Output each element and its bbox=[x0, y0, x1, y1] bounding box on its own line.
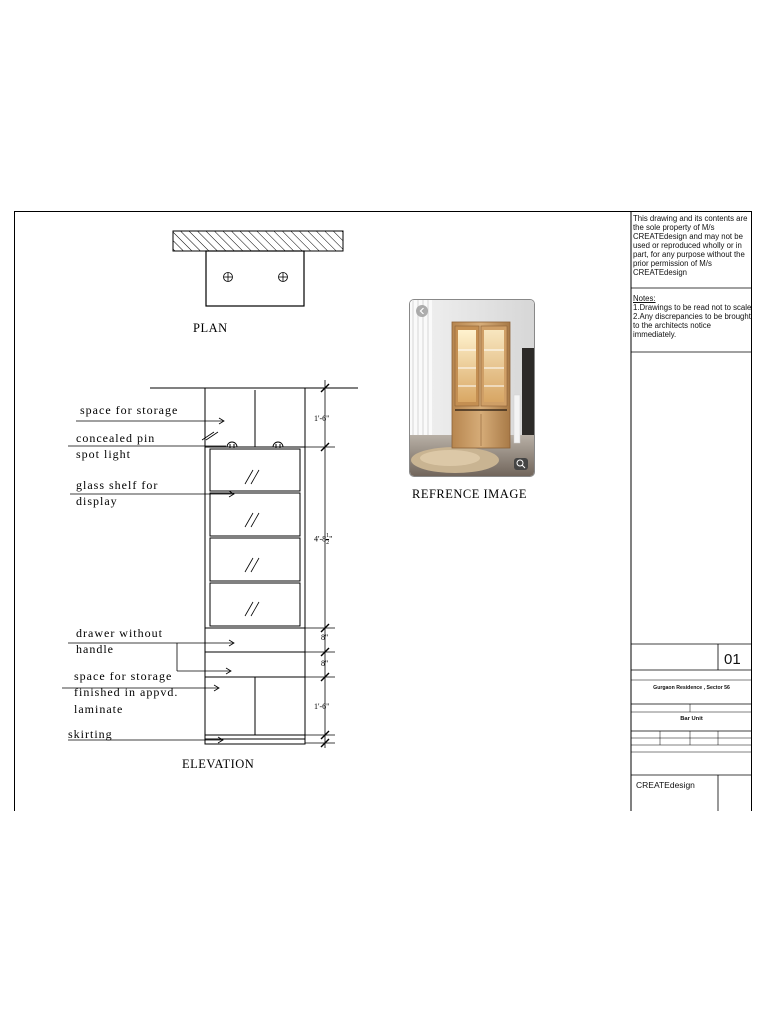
dimension-lines bbox=[305, 380, 335, 748]
label-drawer-line2: handle bbox=[76, 642, 114, 656]
disclaimer-text: This drawing and its contents are the sole property of M/s CREATEdesign and may not be used or reproduced wholly or in part, for any purpose without the prior permission of M/s CREATEdesign bbox=[633, 214, 748, 277]
reference-image[interactable] bbox=[409, 299, 535, 477]
elevation-view bbox=[150, 388, 358, 744]
label-pin-light-line1: concealed pin bbox=[76, 431, 156, 445]
plan-wall-hatch bbox=[173, 231, 343, 251]
plan-title: PLAN bbox=[193, 321, 228, 335]
dim-middle-whole: 4'-8 bbox=[314, 534, 327, 544]
label-glass-line2: display bbox=[76, 494, 118, 508]
reference-image-title: REFRENCE IMAGE bbox=[412, 487, 527, 501]
elevation-title: ELEVATION bbox=[182, 757, 255, 771]
drawing-title: Bar Unit bbox=[680, 716, 703, 722]
label-finish-line2: laminate bbox=[74, 702, 124, 716]
dim-bottom: 1'-6" bbox=[314, 702, 330, 711]
label-storage-bottom: space for storage bbox=[74, 669, 173, 683]
note-2: 2.Any discrepancies to be brought to the architects notice immediately. bbox=[633, 312, 751, 339]
label-storage-top: space for storage bbox=[80, 403, 179, 417]
note-1: 1.Drawings to be read not to scale bbox=[633, 303, 752, 312]
plan-pin-light-right bbox=[279, 273, 288, 282]
dim-drawer-2: 8" bbox=[321, 659, 329, 668]
dim-top: 1'-6" bbox=[314, 414, 330, 423]
dim-middle-frac-num: 1 bbox=[326, 533, 330, 539]
dim-middle-frac-den: 2 bbox=[326, 540, 330, 546]
plan-view bbox=[173, 231, 343, 306]
label-pin-light-line2: spot light bbox=[76, 447, 132, 461]
label-drawer-line1: drawer without bbox=[76, 626, 163, 640]
dim-middle-suffix: " bbox=[329, 534, 333, 544]
label-glass-line1: glass shelf for bbox=[76, 478, 159, 492]
notes-heading: Notes: bbox=[633, 294, 656, 303]
dim-middle bbox=[314, 533, 332, 546]
reference-photo-art bbox=[410, 300, 535, 477]
firm-name: CREATEdesign bbox=[636, 780, 695, 790]
project-name: Gurgaon Residence , Sector 56 bbox=[653, 685, 730, 691]
plan-pin-light-left bbox=[224, 273, 233, 282]
label-skirting: skirting bbox=[68, 727, 113, 741]
dim-drawer-1: 8" bbox=[321, 633, 329, 642]
drawing-number: 01 bbox=[724, 651, 741, 668]
label-finish-line1: finished in appvd. bbox=[74, 685, 179, 699]
plan-unit bbox=[206, 251, 304, 306]
